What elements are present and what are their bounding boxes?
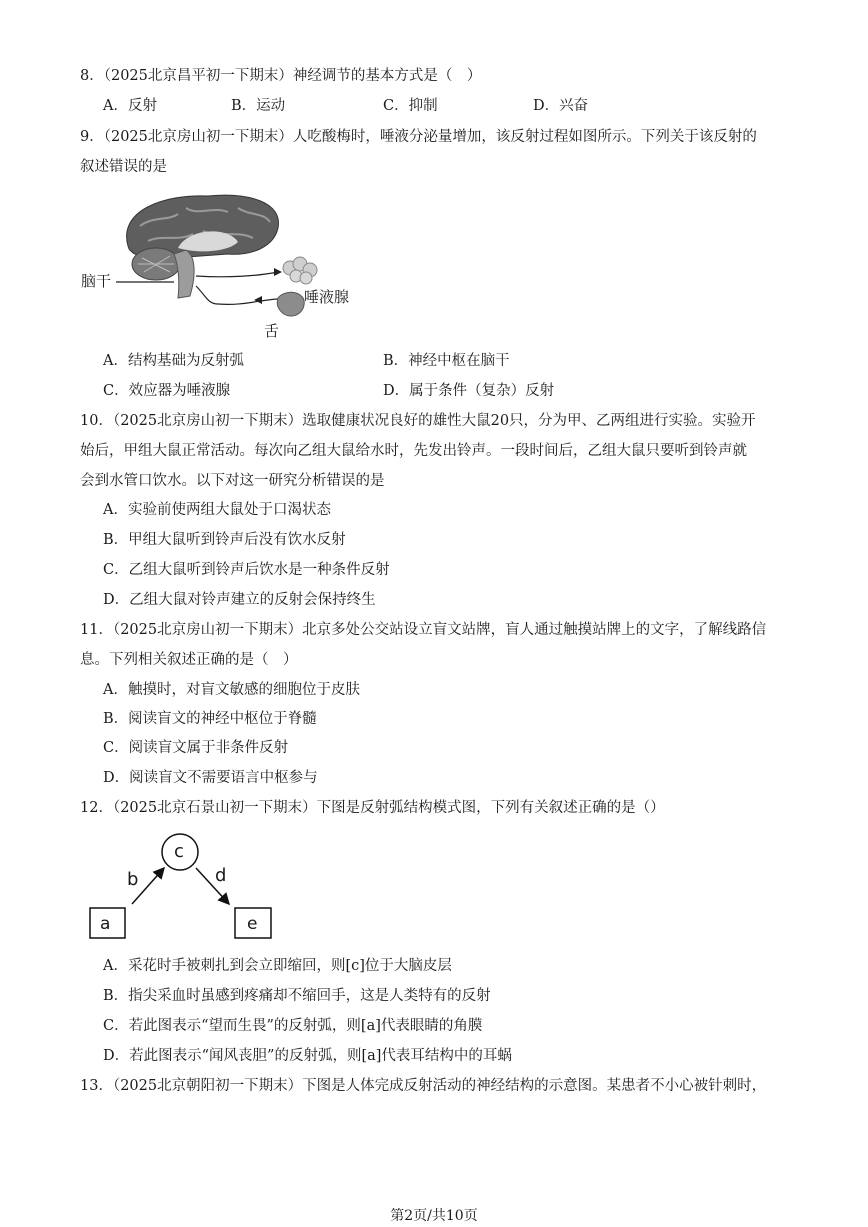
q11-option-a: A．触摸时，对盲文敏感的细胞位于皮肤: [103, 682, 360, 698]
label-salivary-gland: 唾液腺: [304, 288, 350, 306]
question-12-stem: 12．（2025北京石景山初一下期末）下图是反射弧结构模式图，下列有关叙述正确的是（）: [80, 800, 665, 816]
q8-option-c: C．抑制: [383, 98, 438, 114]
q9-option-a: A．结构基础为反射弧: [103, 353, 244, 369]
question-10-stem-line3: 会到水管口饮水。以下对这一研究分析错误的是: [80, 473, 385, 489]
q10-option-a: A．实验前使两组大鼠处于口渴状态: [103, 502, 331, 518]
q11-option-d: D．阅读盲文不需要语言中枢参与: [103, 770, 318, 786]
q11-option-c: C．阅读盲文属于非条件反射: [103, 740, 289, 756]
label-brainstem: 脑干: [81, 272, 112, 290]
q11-option-b: B．阅读盲文的神经中枢位于脊髓: [103, 711, 317, 727]
question-11-stem-line1: 11．（2025北京房山初一下期末）北京多处公交站设立盲文站牌，盲人通过触摸站牌上的文字，了解线路信: [80, 622, 767, 638]
diagram-label-a: a: [100, 914, 111, 934]
diagram-label-c: c: [174, 841, 184, 862]
q8-option-d: D．兴奋: [533, 98, 589, 114]
q8-option-b: B．运动: [231, 98, 286, 114]
diagram-label-e: e: [247, 914, 258, 934]
q10-option-b: B．甲组大鼠听到铃声后没有饮水反射: [103, 532, 346, 548]
diagram-label-d: d: [215, 865, 227, 886]
q12-option-b: B．指尖采血时虽感到疼痛却不缩回手，这是人类特有的反射: [103, 988, 491, 1004]
q12-option-c: C．若此图表示“望而生畏”的反射弧，则[a]代表眼睛的角膜: [103, 1018, 483, 1034]
q12-option-d: D．若此图表示“闻风丧胆”的反射弧，则[a]代表耳结构中的耳蜗: [103, 1048, 512, 1064]
question-9-stem-line1: 9．（2025北京房山初一下期末）人吃酸梅时，唾液分泌量增加，该反射过程如图所示。下列关于该反射的: [80, 129, 757, 145]
q8-option-a: A．反射: [103, 98, 157, 114]
q10-option-c: C．乙组大鼠听到铃声后饮水是一种条件反射: [103, 562, 390, 578]
question-11-stem-line2: 息。下列相关叙述正确的是（ ）: [80, 652, 298, 668]
question-9-stem-line2: 叙述错误的是: [80, 159, 167, 175]
question-8-stem: 8．（2025北京昌平初一下期末）神经调节的基本方式是（ ）: [80, 68, 482, 84]
q10-option-d: D．乙组大鼠对铃声建立的反射会保持终生: [103, 592, 376, 608]
page-footer: 第2页/共10页: [390, 1208, 478, 1224]
question-13-stem: 13．（2025北京朝阳初一下期末）下图是人体完成反射活动的神经结构的示意图。某患者不小心被针刺时，: [80, 1078, 767, 1094]
q12-option-a: A．采花时手被刺扎到会立即缩回，则[c]位于大脑皮层: [103, 958, 452, 974]
q9-option-b: B．神经中枢在脑干: [383, 353, 510, 369]
salivary-gland-shape: [283, 257, 317, 284]
diagram-label-b: b: [127, 869, 139, 890]
question-10-stem-line2: 始后，甲组大鼠正常活动。每次向乙组大鼠给水时，先发出铃声。一段时间后，乙组大鼠只要听到铃声就: [80, 443, 747, 459]
q9-option-d: D．属于条件（复杂）反射: [383, 383, 555, 399]
label-tongue: 舌: [264, 322, 280, 340]
brain-reflex-figure: [78, 186, 378, 344]
question-10-stem-line1: 10．（2025北京房山初一下期末）选取健康状况良好的雄性大鼠20只，分为甲、乙两组进行实验。实验开: [80, 413, 756, 429]
q9-option-c: C．效应器为唾液腺: [103, 383, 231, 399]
